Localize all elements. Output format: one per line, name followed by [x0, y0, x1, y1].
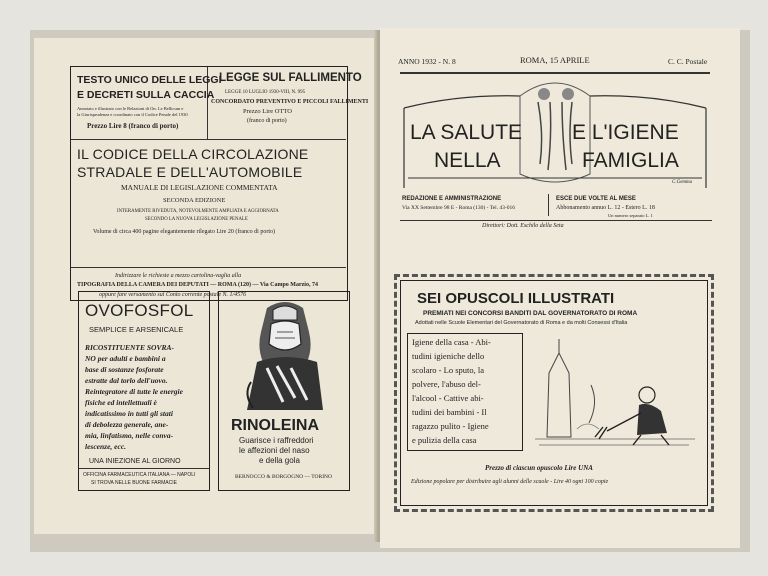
codice-title-2: STRADALE E DELL'AUTOMOBILE: [77, 164, 303, 180]
testo-note-2: la Giurisprudenza e coordinato con il Codice Penale del 1930: [77, 112, 188, 117]
codice-subtitle: MANUALE DI LEGISLAZIONE COMMENTATA: [121, 183, 278, 192]
ovofosfol-body-line: lescenze, ecc.: [85, 442, 127, 451]
ad-ovofosfol: [78, 291, 210, 491]
fallimento-line-2: CONCORDATO PREVENTIVO E PICCOLI FALLIMENTI: [211, 99, 369, 105]
ad-rinoleina: [218, 291, 350, 491]
masthead-title-1a: LA SALUTE: [410, 121, 523, 144]
ovofosfol-brand: OVOFOSFOL: [85, 301, 194, 320]
ovofosfol-body-line: indicatissimo in tutti gli stati: [85, 409, 173, 418]
right-page: [380, 28, 740, 548]
opuscoli-list-line: l'alcool - Cattive abi-: [412, 393, 484, 403]
ovofosfol-subtitle: SEMPLICE E ARSENICALE: [89, 325, 184, 334]
sneezing-woman-illustration: [237, 298, 333, 416]
rinoleina-maker: BERNOCCO & BORGOGNO — TORINO: [235, 474, 332, 480]
fallimento-title: LEGGE SUL FALLIMENTO: [219, 72, 362, 84]
orders-3: oppure fare versamento sul Conto corrente postale N. 1/4576: [99, 292, 247, 298]
masthead-title-2b: FAMIGLIA: [582, 149, 679, 172]
opuscoli-list-line: scolaro - Lo sputo, la: [412, 365, 484, 375]
ovofosfol-body-line: di debolezza generale, ane-: [85, 420, 169, 429]
fallimento-price: Prezzo Lire OTTO: [243, 108, 292, 115]
rinoleina-tagline-1: Guarisce i raffreddori: [239, 436, 314, 445]
opuscoli-price: Prezzo di ciascun opuscolo Lire UNA: [485, 464, 593, 472]
info-frequency: ESCE DUE VOLTE AL MESE: [556, 196, 636, 202]
opuscoli-list-line: ragazzo pulito - Igiene: [412, 421, 489, 431]
fallimento-postage: (franco di porto): [247, 118, 287, 124]
issue-number: ANNO 1932 - N. 8: [398, 57, 456, 66]
info-address: Via XX Settembre 98 E - Roma (130) - Tel. 43-016: [402, 205, 515, 211]
info-single: Un numero separato L. 1: [608, 213, 653, 218]
masthead: [400, 72, 710, 192]
opuscoli-list-line: polvere, l'abuso del-: [412, 379, 481, 389]
ovofosfol-maker-2: SI TROVA NELLE BUONE FARMACIE: [91, 480, 177, 486]
info-office: REDAZIONE E AMMINISTRAZIONE: [402, 196, 502, 202]
opuscoli-list-line: tudini dei bambini - Il: [412, 407, 487, 417]
left-page: [34, 38, 378, 534]
opuscoli-adopted: Adottati nelle Scuole Elementari del Governatorato di Roma e da molti Consessi d'Italia: [415, 320, 628, 326]
opuscoli-list-line: e pulizia della casa: [412, 435, 477, 445]
ovofosfol-body-line: fisiche ed intellettuali è: [85, 398, 157, 407]
ovofosfol-maker-1: OFFICINA FARMACEUTICA ITALIANA — NAPOLI: [83, 472, 196, 478]
ovofosfol-body-line: NO per adulti e bambini a: [85, 354, 166, 363]
ovofosfol-body-line: mia, linfatismo, nelle conva-: [85, 431, 174, 440]
rinoleina-tagline-3: e della gola: [259, 456, 300, 465]
testo-title-1: TESTO UNICO DELLE LEGGI: [77, 74, 222, 86]
info-directors: Direttori: Dott. Eschilo della Seta: [482, 223, 564, 229]
opuscoli-popular: Edizione popolare per distribuire agli alunni delle scuole - Lire 40 ogni 100 copie: [411, 479, 609, 485]
ovofosfol-body-line: Reintegratore di tutte le energie: [85, 387, 183, 396]
opuscoli-list-box: [407, 333, 523, 451]
opuscoli-subtitle: PREMIATI NEI CONCORSI BANDITI DAL GOVERNATORATO DI ROMA: [423, 310, 638, 317]
testo-price: Prezzo Lire 8 (franco di porto): [87, 122, 179, 130]
ad-block-top: [70, 66, 369, 301]
opuscoli-list-line: Igiene della casa - Abi-: [412, 337, 491, 347]
codice-revision-2: SECONDO LA NUOVA LEGISLAZIONE PENALE: [145, 217, 248, 222]
girl-sweeping-illustration: [529, 333, 701, 451]
fallimento-law: LEGGE 10 LUGLIO 1930-VIII, N. 995: [225, 90, 306, 95]
issue-date: ROMA, 15 APRILE: [520, 55, 590, 65]
opuscoli-title: SEI OPUSCOLI ILLUSTRATI: [417, 290, 615, 307]
masthead-title-1b: E L'IGIENE: [572, 121, 679, 144]
codice-edition: SECONDA EDIZIONE: [163, 197, 226, 204]
orders-1: Indirizzare le richieste a mezzo cartolina-vaglia alla: [115, 273, 242, 279]
codice-revision: INTERAMENTE RIVEDUTA, NOTEVOLMENTE AMPLIATA E AGGIORNATA: [117, 209, 279, 214]
info-subscription: Abbonamento annuo L. 12 - Estero L. 18: [556, 205, 655, 211]
masthead-title-2a: NELLA: [434, 149, 501, 172]
ad-opuscoli: [400, 280, 708, 506]
codice-volume: Volume di circa 400 pagine elegantemente rilegato Lire 20 (franco di porto): [93, 229, 275, 235]
ovofosfol-dosage: UNA INIEZIONE AL GIORNO: [89, 458, 181, 465]
opuscoli-list-line: tudini igieniche dello: [412, 351, 485, 361]
codice-title-1: IL CODICE DELLA CIRCOLAZIONE: [77, 146, 309, 162]
testo-note-1: Annotato e illustrato con le Relazioni di On. Le Bellicum e: [77, 106, 184, 111]
rinoleina-brand: RINOLEINA: [231, 417, 319, 434]
masthead-artist: C.Gemma: [672, 180, 693, 185]
rinoleina-tagline-2: le affezioni del naso: [239, 446, 310, 455]
postal-note: C. C. Postale: [668, 57, 708, 66]
testo-title-2: E DECRETI SULLA CACCIA: [77, 89, 215, 101]
ovofosfol-body-line: estratte dal torlo dell'uovo.: [85, 376, 168, 385]
ovofosfol-body-line: base di sostanze fosforate: [85, 365, 164, 374]
orders-2: TIPOGRAFIA DELLA CAMERA DEI DEPUTATI — ROMA (120) — Via Campo Marzio, 74: [77, 282, 318, 288]
ovofosfol-body-line: RICOSTITUENTE SOVRA-: [85, 343, 174, 352]
